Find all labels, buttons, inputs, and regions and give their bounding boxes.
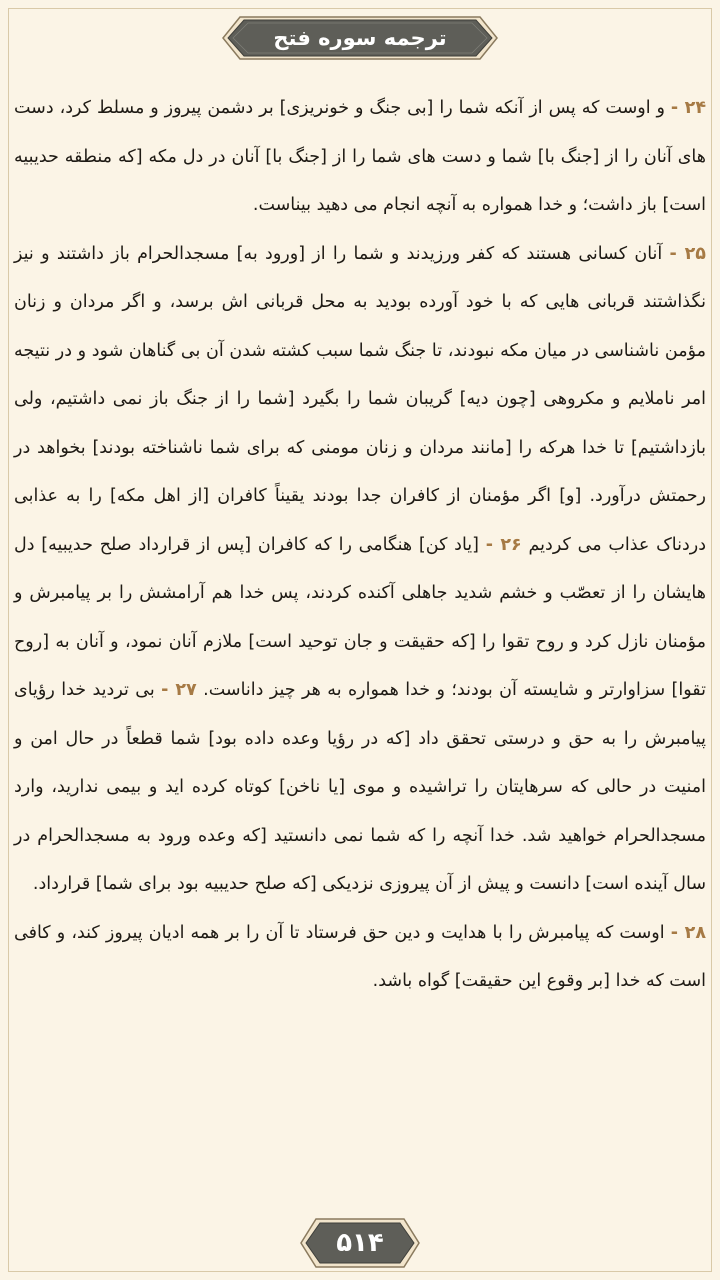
verse-number: ۲۸ - bbox=[670, 922, 707, 943]
verse-text: [یاد کن] هنگامی را که کافران [پس از قرارداد صلح حدیبیه] دل هایشان را از تعصّب و خشم شدید جاهلی آکنده کردند، پس خدا هم آرامشش را بر پیامبرش و مؤمنان نازل کرد و روح تقوا را [که حقیقت و جان توحید است] ملازم آنان نمود، و آنان به [روح تقوا] سزاوارتر و شایسته آن بودند؛ و خدا همواره به هر چیز داناست. bbox=[14, 534, 706, 700]
page-number: ۵۱۴ bbox=[336, 1228, 384, 1258]
surah-title-badge bbox=[222, 16, 498, 60]
verse-text: آنان کسانی هستند که کفر ورزیدند و شما را از [ورود به] مسجدالحرام باز داشتند و نیز نگذاشتند قربانی هایی که با خود آورده بودید به محل قربانی اش برسد، و اگر مردان و زنان مؤمن ناشناسی در میان مکه نبودند، تا جنگ شما سبب کشته شدن آن بی گناهان شود و در نتیجه امر ناملایم و مکروهی [چون دیه] گریبان شما را بگیرد [شما را از جنگ باز نمی داشتیم، ولی بازداشتیم] تا خدا هرکه را [مانند مردان و زنان مومنی که برای شما ناشناخته بودند] بخواهد در رحمتش درآورد. [و] اگر مؤمنان از کافران جدا بودند یقیناً کافران [از اهل مکه] را به عذابی دردناک عذاب می کردیم bbox=[14, 243, 707, 555]
verse-number: ۲۴ - bbox=[670, 98, 707, 118]
verse-number: ۲۵ - bbox=[669, 243, 706, 264]
translation-text bbox=[14, 84, 706, 1006]
verse-text: و اوست که پس از آنکه شما را [بی جنگ و خونریزی] بر دشمن پیروز و مسلط کرد، دست های آنان را از [جنگ با] شما و دست های شما را از [جنگ با] آنان در دل مکه [که منطقه حدیبیه است] باز داشت؛ و خدا همواره به آنچه انجام می دهید بیناست. bbox=[14, 98, 706, 215]
verse-text: اوست که پیامبرش را با هدایت و دین حق فرستاد تا آن را بر همه ادیان پیروز کند، و کافی است که خدا [بر وقوع این حقیقت] گواه باشد. bbox=[14, 922, 706, 991]
page-number-badge bbox=[300, 1218, 420, 1268]
verse-number: ۲۶ - bbox=[485, 534, 522, 555]
page-title: ترجمه سوره فتح bbox=[273, 26, 447, 50]
verse-text: بی تردید خدا رؤیای پیامبرش را به حق و درستی تحقق داد [که در رؤیا وعده داده بود] شما قطعاً در حال امن و امنیت در حالی که سرهایتان را تراشیده و موی [یا ناخن] کوتاه کرده اید و بیمی ندارید، وارد مسجدالحرام خواهید شد. خدا آنچه را که شما نمی دانستید [که وعده ورود به مسجدالحرام در سال آینده است] دانست و پیش از آن پیروزی نزدیکی [که صلح حدیبیه بود برای شما] قرارداد. bbox=[14, 680, 706, 894]
verse-number: ۲۷ - bbox=[161, 680, 197, 700]
